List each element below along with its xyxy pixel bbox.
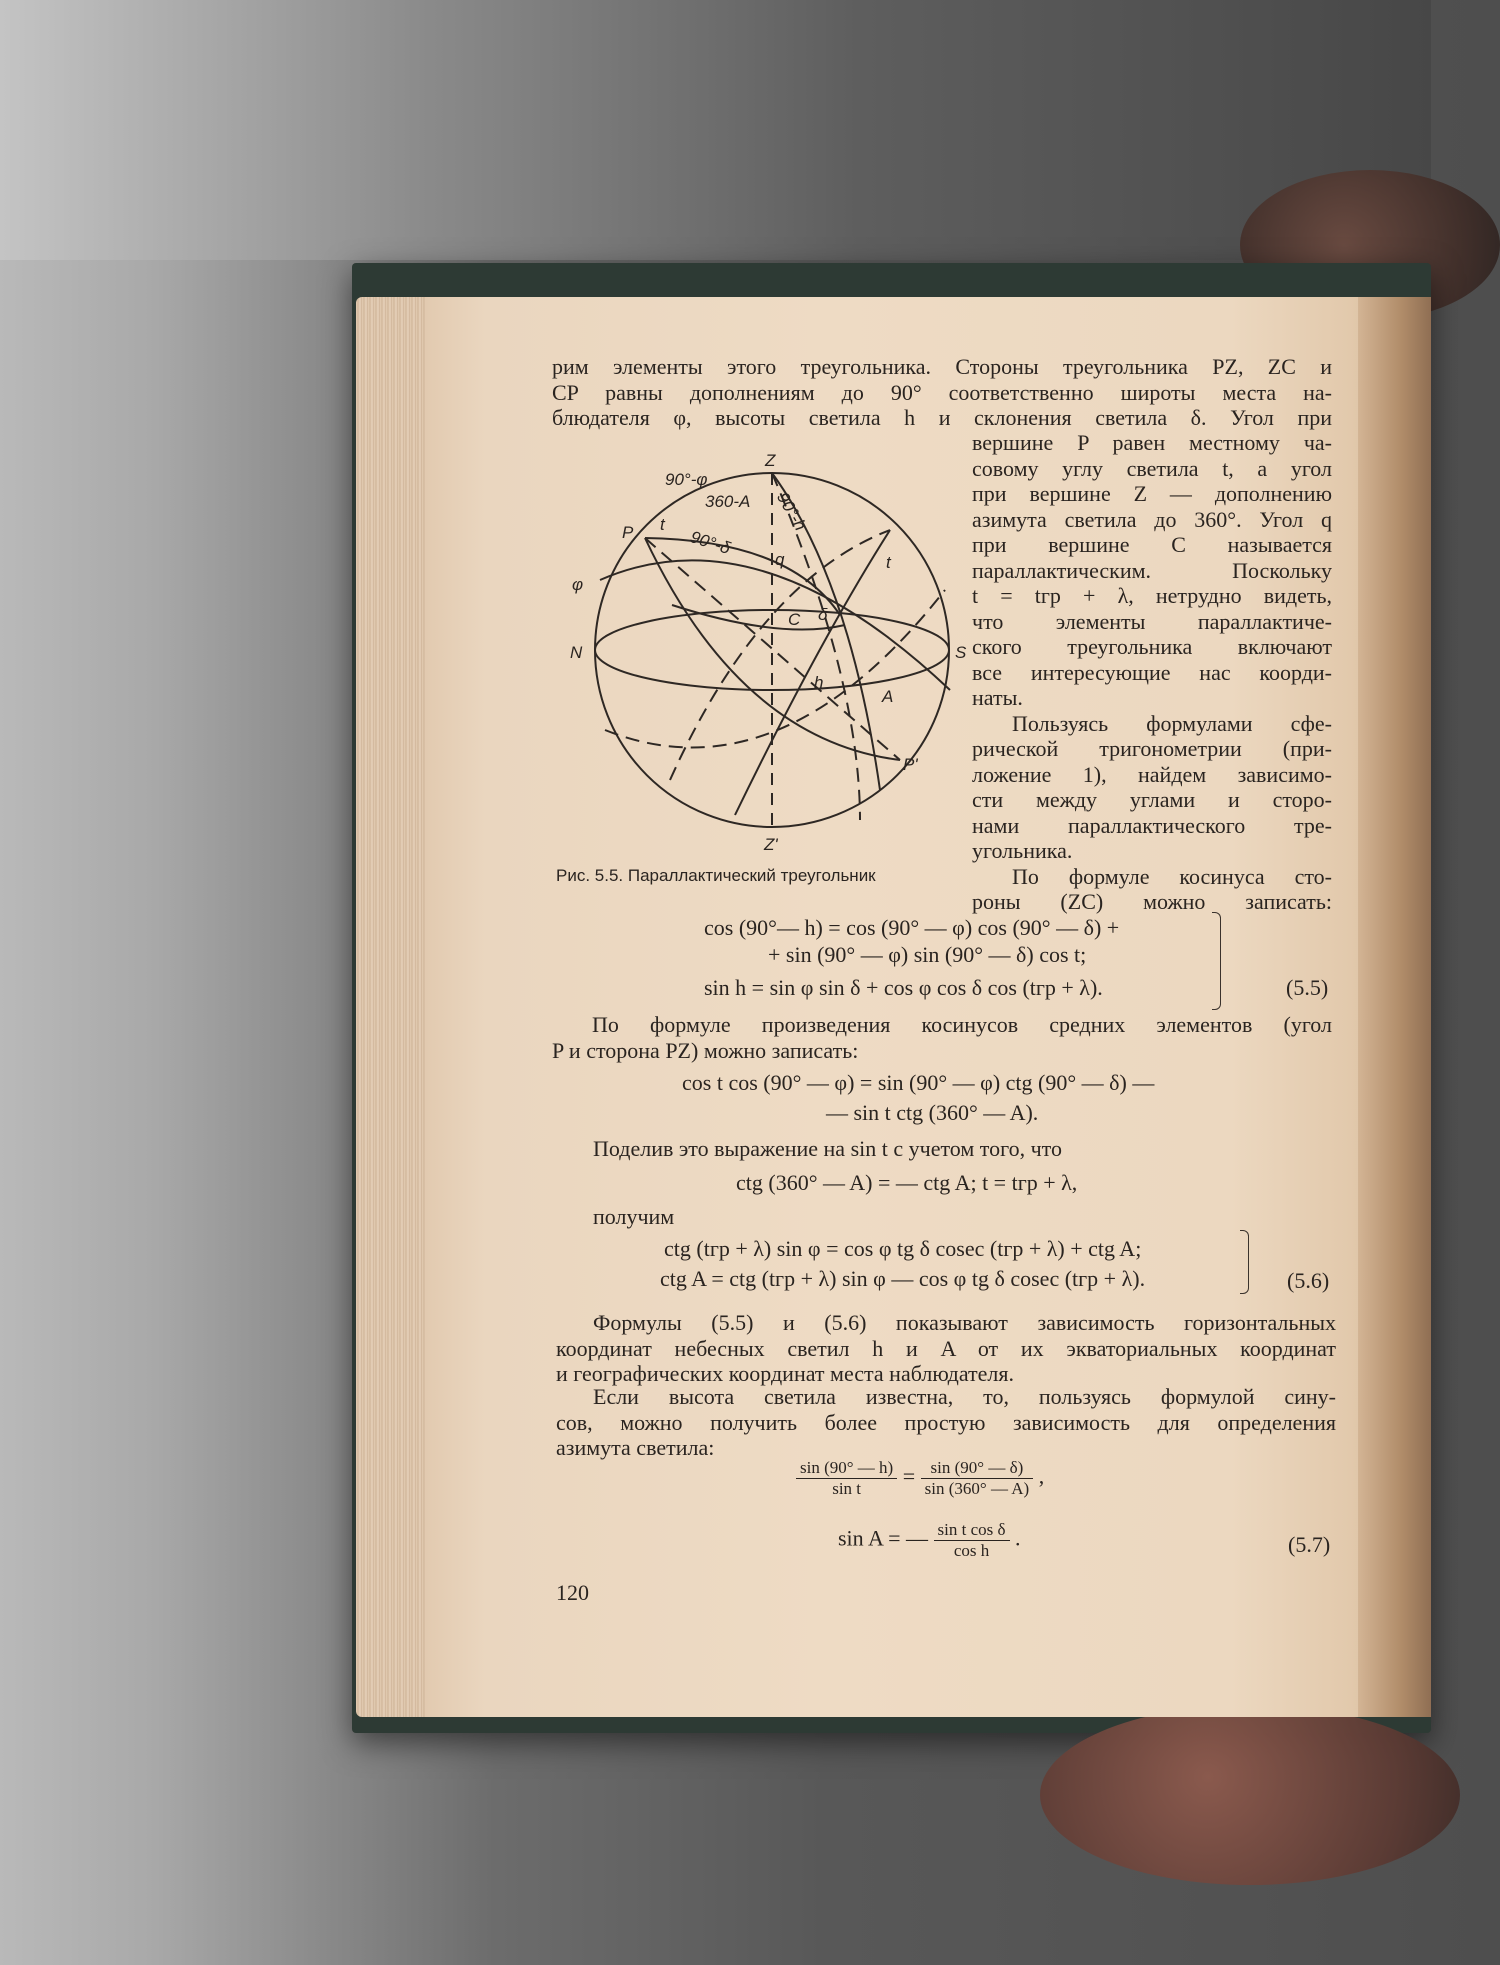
text-line: параллактическим. Поскольку: [972, 557, 1332, 583]
text-line: ложение 1), найдем зависимо-: [972, 761, 1332, 787]
eq55-line1: cos (90°— h) = cos (90° — φ) cos (90° — δ) +: [704, 915, 1120, 940]
figure-caption: Рис. 5.5. Параллактический треугольник: [556, 866, 876, 885]
eq57-lhs: sin A = —: [838, 1525, 929, 1551]
text-line: координат небесных светил h и A от их экваториальных координат: [556, 1335, 1336, 1361]
text-line: рической тригонометрии (при-: [972, 736, 1332, 761]
label-Zp: Z': [764, 835, 778, 854]
background: [0, 0, 1431, 260]
label-dec: 90°-δ: [687, 527, 733, 558]
equator-arc: [600, 560, 950, 690]
label-q: q: [775, 550, 785, 569]
eq57: [838, 1520, 1021, 1561]
text-line: все интересующие нас коорди-: [972, 659, 1332, 685]
thumb-bottom: [1040, 1705, 1460, 1885]
text-line: и географических координат места наблюдателя.: [556, 1361, 1015, 1386]
text-line: сов, можно получить более простую зависимость для определения: [556, 1409, 1336, 1435]
paragraph-6: [556, 1384, 1336, 1461]
label-t1: t: [660, 515, 665, 534]
text-line: По формуле произведения косинусов средних элементов (угол: [592, 1012, 1332, 1037]
label-alt: 90°-h: [773, 489, 810, 534]
label-Pp: P': [903, 755, 918, 774]
comma: ,: [1038, 1463, 1045, 1489]
label-delta: δ: [818, 605, 828, 624]
eq56-brace: [1240, 1230, 1249, 1294]
fraction: [796, 1458, 897, 1499]
text-line: блюдателя φ, высоты светила h и склонения светила δ. Угол при: [552, 405, 1332, 430]
label-az: 360-A: [705, 492, 751, 511]
eq-cos-line2: — sin t ctg (360° — A).: [826, 1100, 1039, 1125]
text-line: CP равны дополнениям до 90° соответственно широты места на-: [552, 379, 1332, 405]
paragraph-2: [552, 1012, 1332, 1063]
fraction-denominator: sin (360° — A): [924, 1479, 1030, 1498]
text-line: азимута светила:: [556, 1435, 715, 1460]
page-edges: [356, 297, 426, 1717]
text-line: Если высота светила известна, то, пользуясь формулой сину-: [593, 1384, 1336, 1409]
right-column-text: [972, 430, 1332, 915]
fraction-numerator: sin (90° — h): [796, 1458, 897, 1479]
paragraph-3: Поделив это выражение на sin t с учетом того, что: [593, 1136, 1062, 1161]
text-line: совому углу светила t, а угол: [972, 455, 1332, 481]
eq57-number: (5.7): [1288, 1532, 1331, 1557]
text-line: что элементы параллактиче-: [972, 608, 1332, 634]
eq55-line3: sin h = sin φ sin δ + cos φ cos δ cos (tгр + λ).: [704, 975, 1103, 1000]
equator-arc-lower: [605, 590, 945, 748]
label-Z: Z: [765, 451, 776, 470]
fraction: [934, 1520, 1010, 1561]
fraction-numerator: sin (90° — δ): [921, 1458, 1034, 1479]
eq-cos-line1: cos t cos (90° — φ) = sin (90° — φ) ctg (90° — δ) —: [682, 1070, 1155, 1095]
text-line: P и сторона PZ) можно записать:: [552, 1037, 859, 1063]
eq-ctg: ctg (360° — A) = — ctg A; t = tгр + λ,: [736, 1170, 1078, 1195]
text-line: нами параллактического тре-: [972, 812, 1332, 838]
paragraph-5: [556, 1310, 1336, 1387]
text-line: при вершине Z — дополнению: [972, 481, 1332, 506]
text-line: сти между углами и сторо-: [972, 787, 1332, 812]
label-C: C: [788, 610, 801, 629]
text-line: угольника.: [972, 838, 1073, 863]
eq55-line2: + sin (90° — φ) sin (90° — δ) cos t;: [768, 942, 1087, 967]
intro-paragraph: [552, 354, 1332, 431]
text-line: Пользуясь формулами сфе-: [1012, 710, 1332, 736]
text-line: рим элементы этого треугольника. Стороны треугольника PZ, ZC и: [552, 354, 1332, 379]
label-N: N: [570, 643, 583, 662]
great-circle-b: [735, 530, 890, 815]
text-line: Формулы (5.5) и (5.6) показывают зависимость горизонтальных: [593, 1310, 1336, 1335]
eq-sines: [796, 1458, 1044, 1499]
text-line: при вершине C называется: [972, 532, 1332, 557]
label-S: S: [955, 643, 967, 662]
eq55-brace: [1212, 912, 1221, 1010]
text-line: наты.: [972, 685, 1023, 710]
paragraph-4: получим: [593, 1204, 675, 1229]
label-lat: 90°-φ: [665, 470, 708, 489]
pole-axis: [645, 538, 900, 760]
page-number: 120: [556, 1580, 589, 1605]
eq56-line2: ctg A = ctg (tгр + λ) sin φ — cos φ tg δ cosec (tгр + λ).: [660, 1266, 1146, 1291]
fraction-denominator: cos h: [953, 1541, 990, 1560]
label-A: A: [882, 687, 894, 706]
label-t2: t: [886, 553, 891, 572]
eq56-number: (5.6): [1287, 1268, 1330, 1293]
equals-sign: =: [902, 1463, 921, 1489]
text-line: азимута светила до 360°. Угол q: [972, 506, 1332, 532]
label-h: h: [814, 673, 824, 692]
label-phi: φ: [572, 575, 584, 594]
fraction: [921, 1458, 1034, 1499]
celestial-sphere-figure: [560, 440, 967, 860]
eq56-line1: ctg (tгр + λ) sin φ = cos φ tg δ cosec (tгр + λ) + ctg A;: [664, 1236, 1142, 1261]
label-P: P: [622, 523, 634, 542]
vertical-circle-b: [772, 473, 860, 820]
fraction-denominator: sin t: [832, 1479, 862, 1498]
text-line: ского треугольника включают: [972, 634, 1332, 659]
fraction-numerator: sin t cos δ: [934, 1520, 1010, 1541]
period: .: [1015, 1525, 1021, 1551]
text-line: вершине P равен местному ча-: [972, 430, 1332, 455]
text-line: роны (ZC) можно записать:: [972, 889, 1332, 914]
text-line: t = tгр + λ, нетрудно видеть,: [972, 583, 1332, 608]
eq55-number: (5.5): [1286, 975, 1329, 1000]
text-line: По формуле косинуса сто-: [1012, 863, 1332, 889]
page-gutter: [1358, 297, 1431, 1717]
